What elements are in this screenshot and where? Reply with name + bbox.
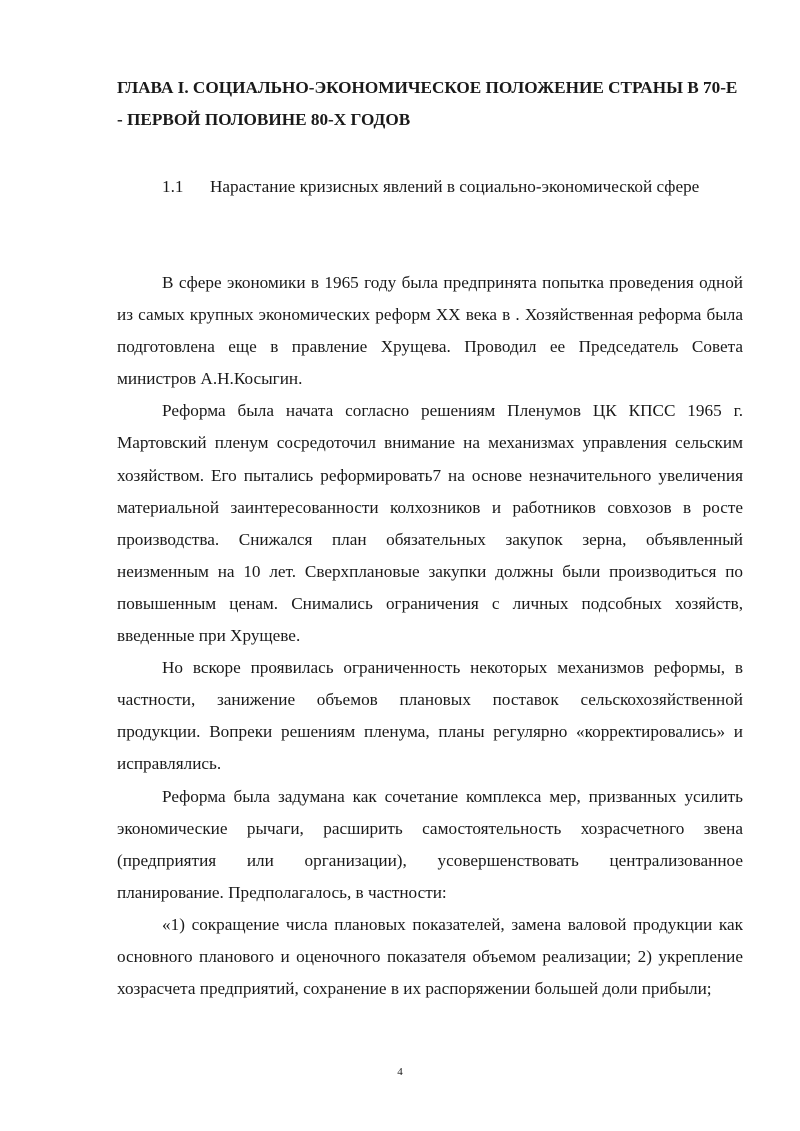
- paragraph: Реформа была начата согласно решениям Пленумов ЦК КПСС 1965 г. Мартовский пленум сосредоточил внимание на механизмах управления сельским хозяйством. Его пытались реформировать7 на основе незначительного увеличения материальной заинтересованности колхозников и работников совхозов в росте производства. Снижался план обязательных закупок зерна, объявленный неизменным на 10 лет. Сверхплановые закупки должны были производиться по повышенным ценам. Снимались ограничения с личных подсобных хозяйств, введенные при Хрущеве.: [117, 401, 743, 646]
- chapter-title: ГЛАВА I. СОЦИАЛЬНО-ЭКОНОМИЧЕСКОЕ ПОЛОЖЕНИЕ СТРАНЫ В 70-Е - ПЕРВОЙ ПОЛОВИНЕ 80-Х ГОДОВ: [117, 78, 738, 129]
- paragraph: Но вскоре проявилась ограниченность некоторых механизмов реформы, в частности, занижение объемов плановых поставок сельскохозяйственной продукции. Вопреки решениям пленума, планы регулярно «корректировались» и исправлялись.: [117, 658, 743, 774]
- section-number: 1.1: [162, 177, 184, 196]
- paragraph: Реформа была задумана как сочетание комплекса мер, призванных усилить экономические рычаги, расширить самостоятельность хозрасчетного звена (предприятия или организации), усовершенствовать централизованное планирование. Предполагалось, в частности:: [117, 786, 743, 902]
- section-heading: [117, 171, 743, 203]
- page-number: 4: [397, 1066, 403, 1078]
- paragraph: «1) сокращение числа плановых показателей, замена валовой продукции как основного планового и оценочного показателя объемом реализации; 2) укрепление хозрасчета предприятий, сохранение в их распоряжении большей доли прибыли;: [117, 914, 743, 999]
- body-text: [117, 267, 743, 1005]
- paragraph: В сфере экономики в 1965 году была предпринята попытка проведения одной из самых крупных экономических реформ XX века в . Хозяйственная реформа была подготовлена еще в правление Хрущева. Проводил ее Председатель Совета министров А.Н.Косыгин.: [117, 273, 743, 389]
- section-title: Нарастание кризисных явлений в социально-экономической сфере: [210, 177, 700, 196]
